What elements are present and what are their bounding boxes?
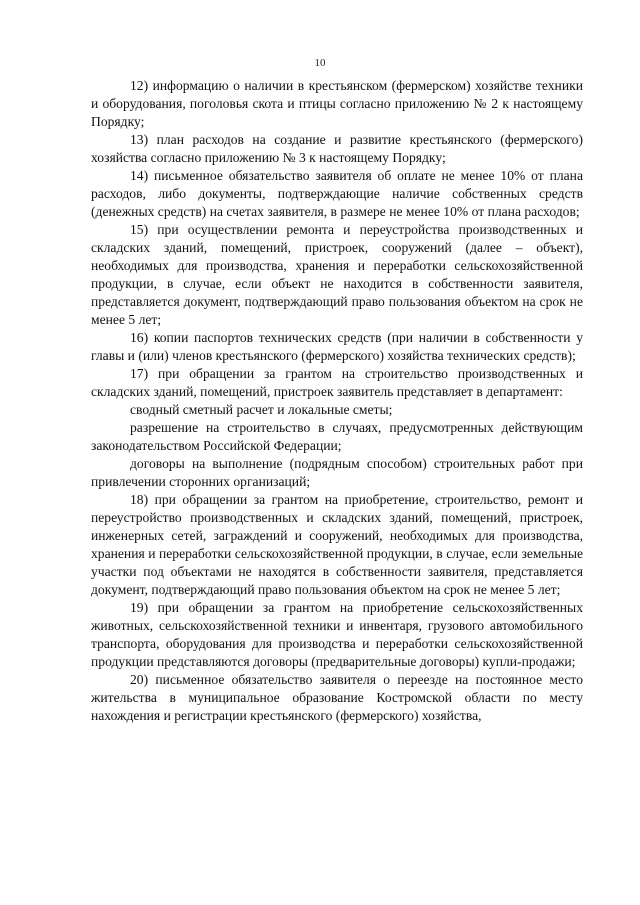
paragraph-sub-contracts: договоры на выполнение (подрядным способом) строительных работ при привлечении сторонних организаций;	[91, 456, 583, 489]
page-number: 10	[314, 57, 326, 69]
paragraph-item-19: 19) при обращении за грантом на приобретение сельскохозяйственных животных, сельскохозяйственной техники и инвентаря, грузового автомобильного транспорта, оборудования для производства и переработки сельскохозяйственной продукции представляются договоры (предварительные договоры) купли-продажи;	[91, 600, 583, 669]
paragraph-item-14: 14) письменное обязательство заявителя об оплате не менее 10% от плана расходов, либо документы, подтверждающие наличие собственных средств (денежных средств) на счетах заявителя, в размере не менее 10% от плана расходов;	[91, 168, 583, 219]
paragraph-item-15: 15) при осуществлении ремонта и переустройства производственных и складских зданий, помещений, пристроек, сооружений (далее – объект), необходимых для производства, хранения и переработки сельскохозяйственной продукции, в случае, если объект не находится в собственности заявителя, представляется документ, подтверждающий право пользования объектом на срок не менее 5 лет;	[91, 222, 583, 327]
paragraph-item-12: 12) информацию о наличии в крестьянском (фермерском) хозяйстве техники и оборудования, поголовья скота и птицы согласно приложению № 2 к настоящему Порядку;	[91, 78, 583, 129]
paragraph-sub-estimates: сводный сметный расчет и локальные сметы;	[130, 402, 393, 417]
paragraph-item-13: 13) план расходов на создание и развитие крестьянского (фермерского) хозяйства согласно приложению № 3 к настоящему Порядку;	[91, 132, 583, 165]
paragraph-sub-permit: разрешение на строительство в случаях, предусмотренных действующим законодательством Российской Федерации;	[91, 420, 583, 453]
paragraph-item-20: 20) письменное обязательство заявителя о переезде на постоянное место жительства в муниципальное образование Костромской области по месту нахождения и регистрации крестьянского (фермерского) хозяйства,	[91, 672, 583, 723]
paragraph-item-18: 18) при обращении за грантом на приобретение, строительство, ремонт и переустройство производственных и складских зданий, помещений, пристроек, инженерных сетей, заграждений и сооружений, необходимых для производства, хранения и переработки сельскохозяйственной продукции, в случае, если земельные участки под объектами не находятся в собственности заявителя, представляется документ, подтверждающий право пользования объектом на срок не менее 5 лет;	[91, 492, 583, 597]
document-body	[91, 77, 583, 725]
paragraph-item-16: 16) копии паспортов технических средств (при наличии в собственности у главы и (или) членов крестьянского (фермерского) хозяйства технических средств);	[91, 330, 583, 363]
paragraph-item-17: 17) при обращении за грантом на строительство производственных и складских зданий, помещений, пристроек заявитель представляет в департамент:	[91, 366, 583, 399]
